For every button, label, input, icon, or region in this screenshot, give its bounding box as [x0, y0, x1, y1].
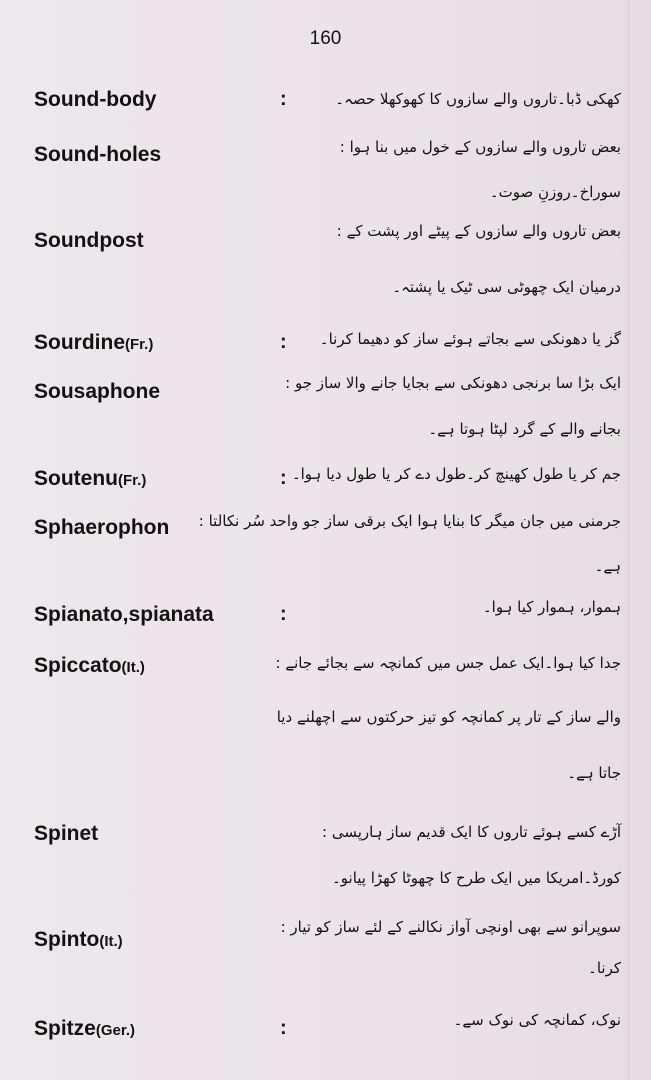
entry-definition-line: جم کر یا طول کھینچ کر۔طول دے کر یا طول دیا ہوا۔ — [291, 465, 621, 483]
entry-term: Spianato,spianata — [34, 603, 214, 626]
entry-term: Spitze(Ger.) — [34, 1017, 136, 1040]
entry-term: Spinto(It.) — [34, 928, 123, 951]
entry-definition-line: ہے۔ — [594, 557, 621, 575]
page-number: 160 — [309, 28, 342, 49]
entry-definition-line: ایک بڑا سا برنجی دھونکی سے بجایا جانے والا ساز جو : — [285, 374, 621, 392]
entry-definition-line: کھکی ڈبا۔تاروں والے سازوں کا کھوکھلا حصہ۔ — [335, 90, 621, 108]
entry-definition-line: ہموار، ہموار کیا ہوا۔ — [482, 598, 621, 616]
entry-term: Sousaphone — [34, 380, 161, 403]
entry-term: Sourdine(Fr.) — [34, 331, 154, 354]
entry-definition-line: گز یا دھونکی سے بجاتے ہوئے ساز کو دھیما کرنا۔ — [319, 330, 621, 348]
entry-definition-line: بعض تاروں والے سازوں کے پیٹے اور پشت کے : — [336, 222, 621, 240]
entry-definition-line: سوراخ۔روزنِ صوت۔ — [489, 183, 621, 201]
entry-colon: : — [280, 88, 287, 110]
entry-definition-line: جدا کیا ہوا۔ایک عمل جس میں کمانچہ سے بجائے جانے : — [275, 654, 621, 672]
entry-term: Sphaerophon — [34, 516, 170, 539]
entry-definition-line: والے ساز کے تار پر کمانچہ کو تیز حرکتوں سے اچھلنے دیا — [276, 708, 621, 726]
entry-definition-line: جرمنی میں جان میگر کا بنایا ہوا ایک برقی ساز جو واحد سُر نکالتا : — [198, 512, 621, 530]
entry-definition-line: کورڈ۔امریکا میں ایک طرح کا چھوٹا کھڑا پیانو۔ — [331, 869, 621, 887]
entry-colon: : — [280, 467, 287, 489]
entry-definition-line: سوپرانو سے بھی اونچی آواز نکالنے کے لئے ساز کو تیار : — [280, 918, 621, 936]
entry-definition-line: آڑے کسے ہوئے تاروں کا ایک قدیم ساز ہارپسی : — [322, 823, 621, 841]
entry-term: Spiccato(It.) — [34, 654, 145, 677]
entry-definition-line: بجانے والے کے گرد لپٹا ہوتا ہے۔ — [428, 420, 621, 438]
entry-definition-line: جاتا ہے۔ — [567, 764, 621, 782]
entry-colon: : — [280, 331, 287, 353]
page-margin-line — [628, 0, 629, 1080]
entry-definition-line: نوک، کمانچہ کی نوک سے۔ — [453, 1011, 621, 1029]
entry-definition-line: کرنا۔ — [588, 959, 621, 977]
entry-colon: : — [280, 1017, 287, 1039]
entry-term: Sound-holes — [34, 143, 162, 166]
entry-colon: : — [280, 603, 287, 625]
entry-term: Sound-body — [34, 88, 157, 111]
entry-definition-line: بعض تاروں والے سازوں کے خول میں بنا ہوا : — [339, 138, 621, 156]
entry-term: Soutenu(Fr.) — [34, 467, 147, 490]
entry-term: Soundpost — [34, 229, 144, 252]
entry-term: Spinet — [34, 822, 99, 845]
entry-definition-line: درمیان ایک چھوٹی سی ٹیک یا پشتہ۔ — [392, 278, 621, 296]
